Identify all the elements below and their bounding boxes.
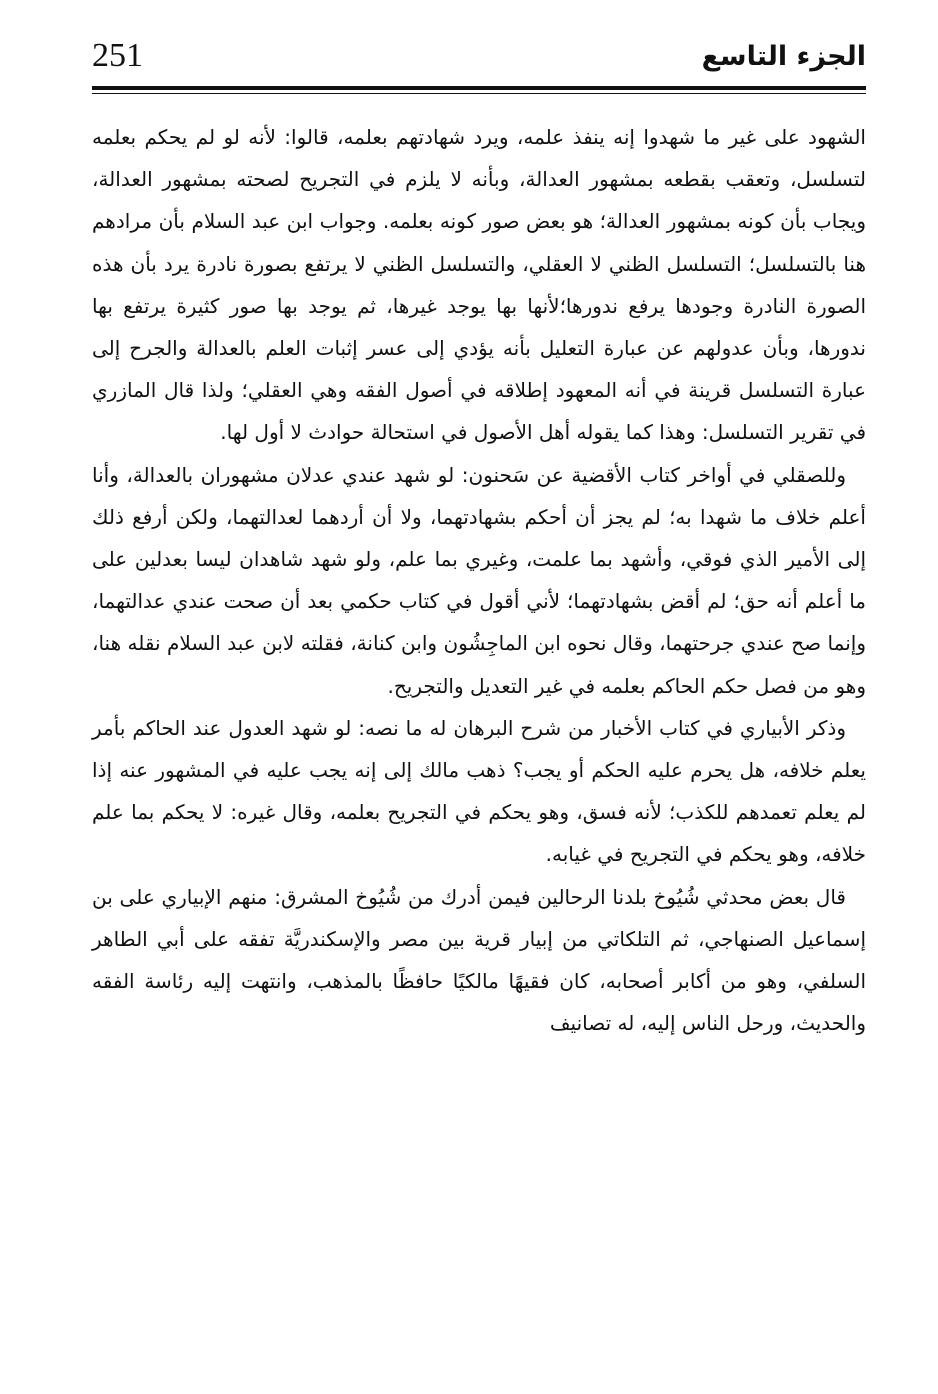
page-header bbox=[92, 36, 866, 92]
header-rule-thick bbox=[92, 86, 866, 90]
paragraph-2: وللصقلي في أواخر كتاب الأقضية عن سَحنون: لو شهد عندي عدلان مشهوران بالعدالة، وأنا أعلم خلاف ما شهدا به؛ لم يجز أن أحكم بشهادتهما، ولا أن أردهما لعدالتهما، ولكن أرفع ذلك إلى الأمير الذي فوقي، وأشهد بما علمت، وغيري بما علم، ولو شهد شاهدان ليسا بعدلين على ما أعلم أنه حق؛ لم أقض بشهادتهما؛ لأني أقول في كتاب حكمي بعد أن صحت عندي عدالتهما، وإنما صح عندي جرحتهما، وقال نحوه ابن الماجِشُون وابن كنانة، فقلته لابن عبد السلام نقله هنا، وهو من فصل حكم الحاكم بعلمه في غير التعديل والتجريح. bbox=[92, 462, 866, 698]
paragraph-4: قال بعض محدثي شُيُوخ بلدنا الرحالين فيمن أدرك من شُيُوخ المشرق: منهم الإبياري على بن إسماعيل الصنهاجي، ثم التلكاتي من إبيار قرية بين مصر والإسكندريَّة تفقه على أبي الطاهر السلفي، وهو من أكابر أصحابه، كان فقيهًا مالكيًا حافظًا بالمذهب، وانتهت إليه رئاسة الفقه والحديث، ورحل الناس إليه، له تصانيف bbox=[92, 884, 866, 1036]
body-text bbox=[92, 116, 866, 1044]
running-title: الجزء التاسع bbox=[701, 41, 866, 72]
header-rule-thin bbox=[92, 93, 866, 94]
paragraph-1: الشهود على غير ما شهدوا إنه ينفذ علمه، ويرد شهادتهم بعلمه، قالوا: لأنه لو لم يحكم بعلمه لتسلسل، وتعقب بقطعه بمشهور العدالة، وبأنه لا يلزم في التجريح لصحته بمشهور العدالة، ويجاب بأن كونه بمشهور العدالة؛ هو بعض صور كونه بعلمه. وجواب ابن عبد السلام بأن مرادهم هنا بالتسلسل؛ التسلسل الظني لا العقلي، والتسلسل الظني لا يرتفع بصورة نادرة يرد بأن هذه الصورة النادرة وجودها يرفع ندورها؛لأنها بها يوجد غيرها، ثم يوجد بها صور كثيرة يرتفع بها ندورها، وبأن عدولهم عن عبارة التعليل بأنه يؤدي إلى عسر إثبات العلم بالعدالة والجرح إلى عبارة التسلسل قرينة في أنه المعهود إطلاقه في أصول الفقه وهي العقلي؛ ولذا قال المازري في تقرير التسلسل: وهذا كما يقوله أهل الأصول في استحالة حوادث لا أول لها. bbox=[92, 125, 866, 445]
paragraph-3: وذكر الأبياري في كتاب الأخبار من شرح البرهان له ما نصه: لو شهد العدول عند الحاكم بأمر يعلم خلافه، هل يحرم عليه الحكم أو يجب؟ ذهب مالك إلى إنه يجب عليه في المشهور عنه إذا لم يعلم تعمدهم للكذب؛ لأنه فسق، وهو يحكم في التجريح بعلمه، وقال غيره: لا يحكم بما علم خلافه، وهو يحكم في التجريح في غيابه. bbox=[92, 715, 866, 867]
page-number: 251 bbox=[92, 37, 143, 74]
